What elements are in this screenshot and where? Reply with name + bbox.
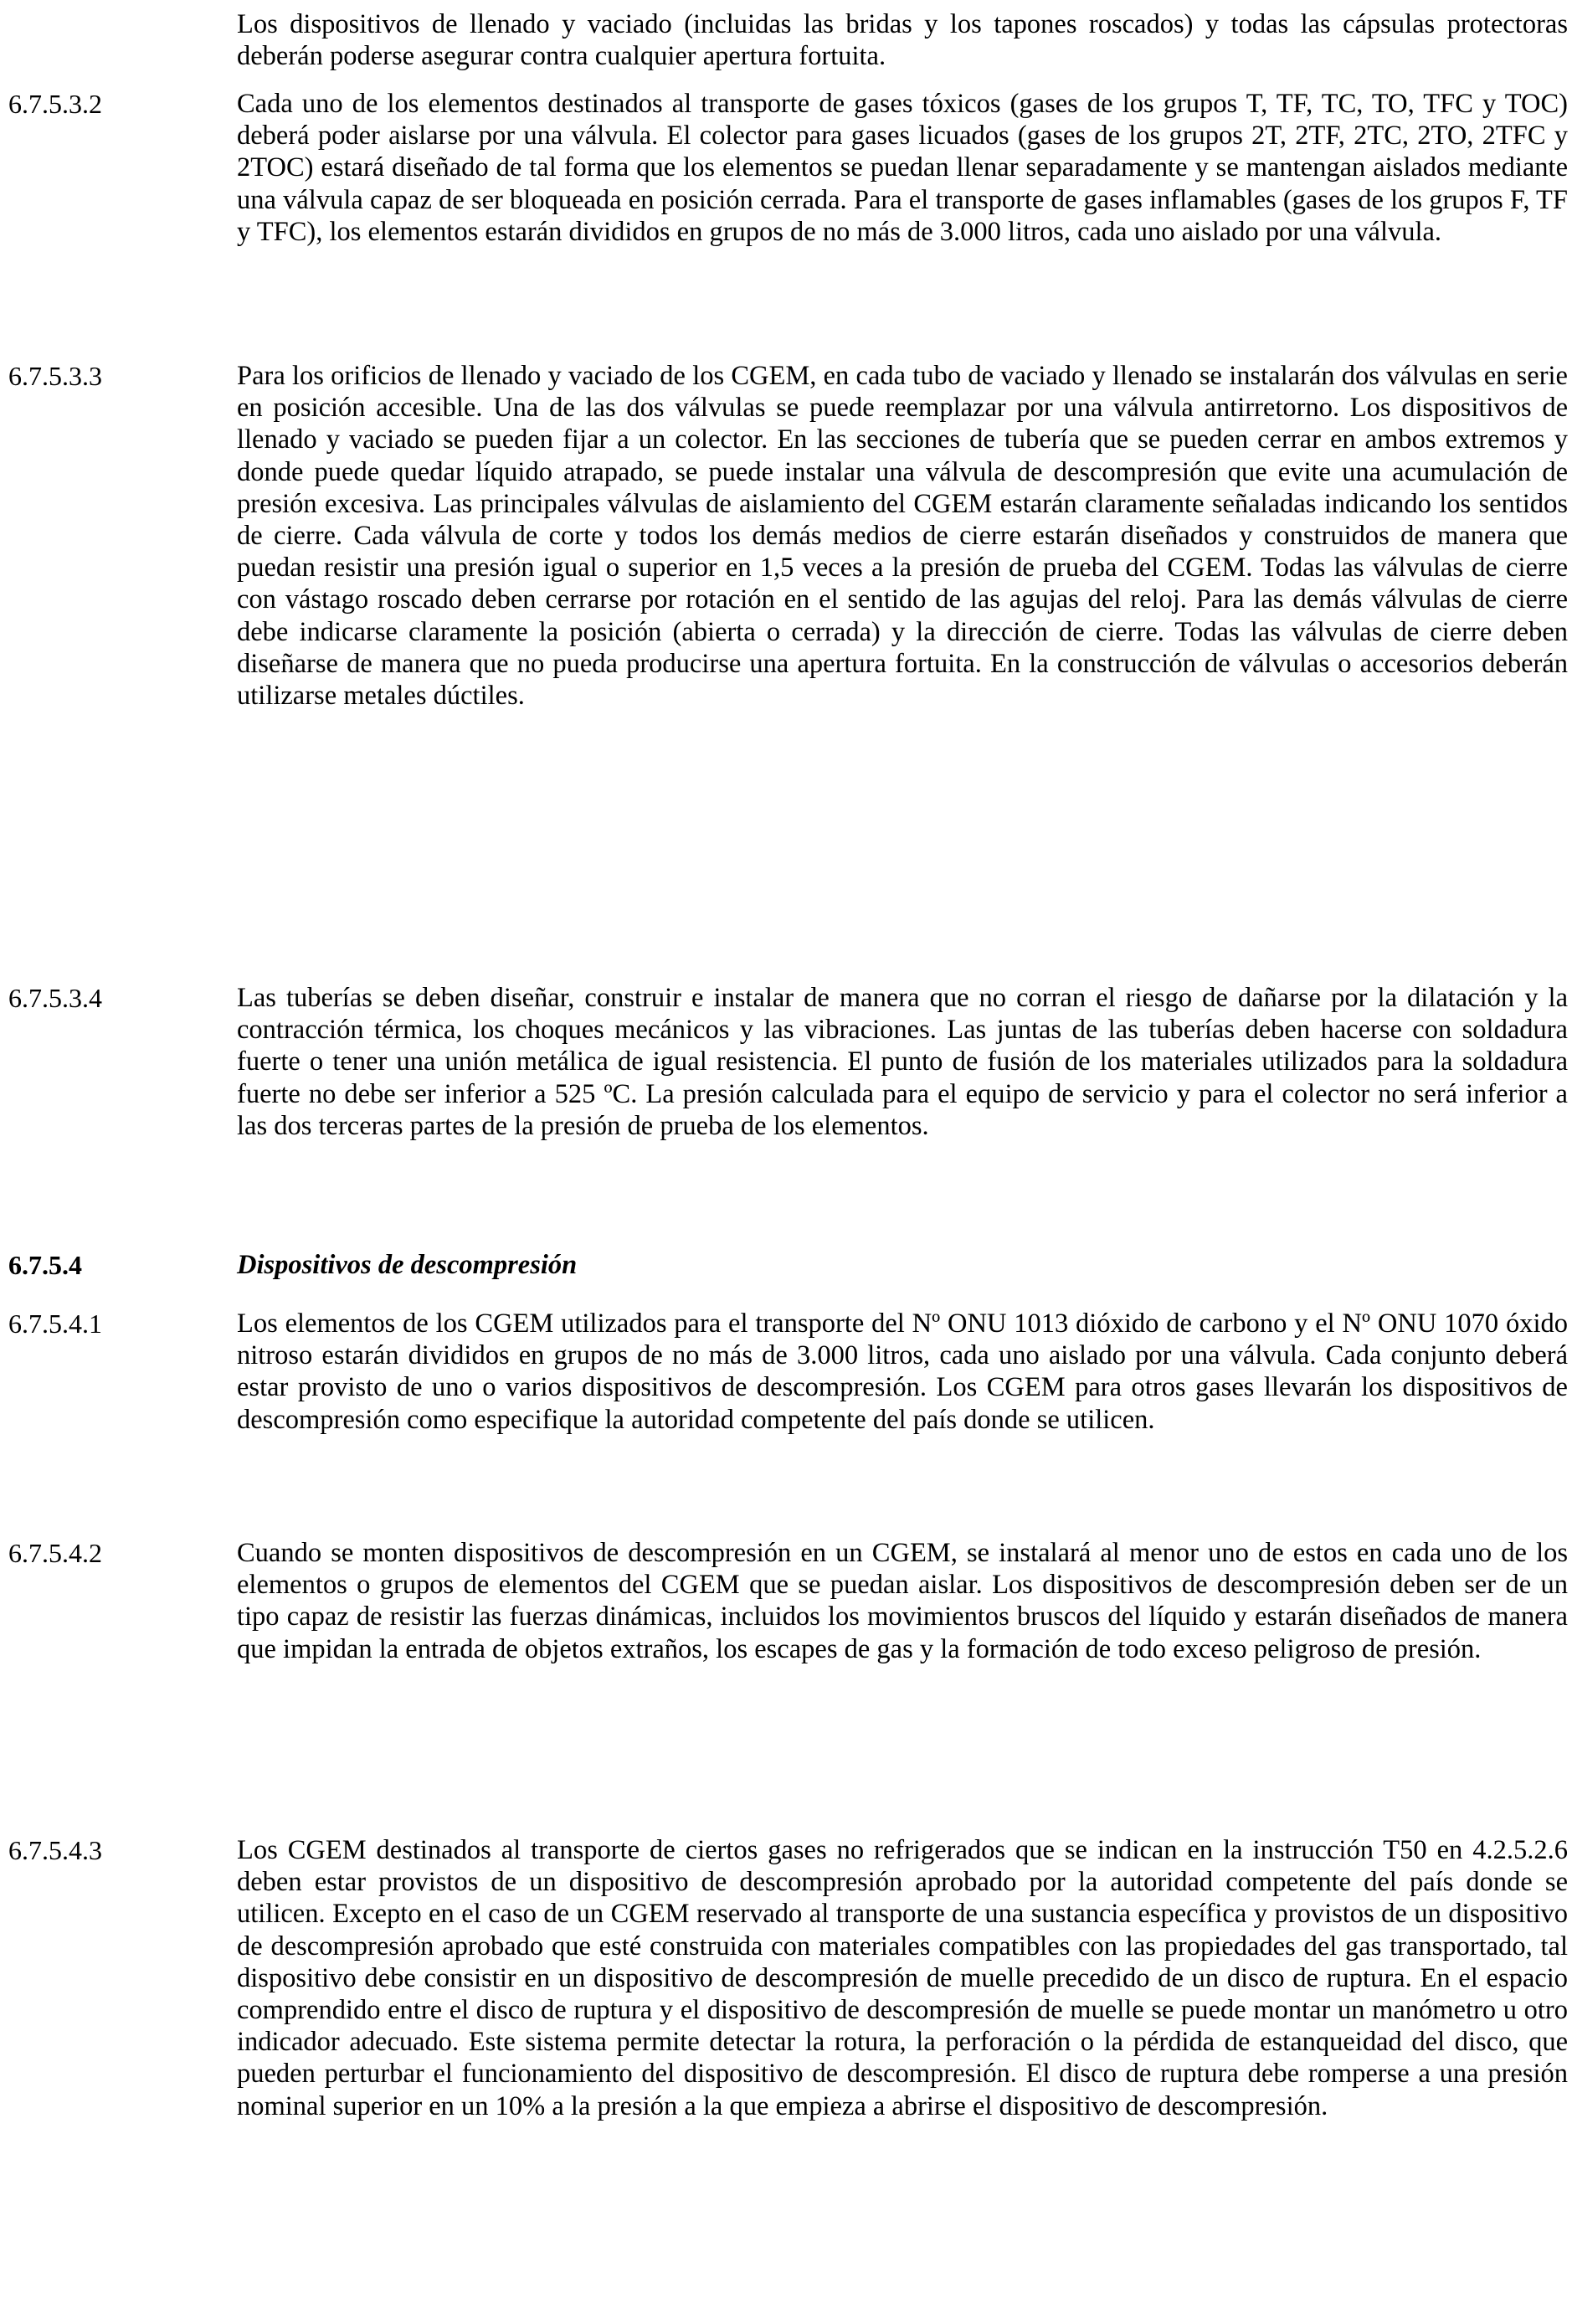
paragraph-text: Cada uno de los elementos destinados al transporte de gases tóxicos (gases de los grupos T, TF, TC, TO, TFC y TOC) deberá poder aislarse por una válvula. El colector para gases licuados (gases de los grupos 2T, 2TF, 2TC, 2TO, 2TFC y 2TOC) estará diseñado de tal forma que los elementos se puedan llenar separadamente y se mantengan aislados mediante una válvula capaz de ser bloqueada en posición cerrada. Para el transporte de gases inflamables (gases de los grupos F, TF y TFC), los elementos estarán divididos en grupos de no más de 3.000 litros, cada uno aislado por una válvula. xyxy=(237,89,1568,247)
paragraph-text: Los CGEM destinados al transporte de ciertos gases no refrigerados que se indican en la instrucción T50 en 4.2.5.2.6 deben estar provistos de un dispositivo de descompresión aprobado por la autoridad competente del país donde se utilicen. Excepto en el caso de un CGEM reservado al transporte de una sustancia específica y provistos de un dispositivo de descompresión aprobado que esté construida con materiales compatibles con las propiedades del gas transportado, tal dispositivo debe consistir en un dispositivo de descompresión de muelle precedido de un disco de ruptura. En el espacio comprendido entre el disco de ruptura y el dispositivo de descompresión de muelle se puede montar un manómetro u otro indicador adecuado. Este sistema permite detectar la rotura, la perforación o la pérdida de estanqueidad del disco, que pueden perturbar el funcionamiento del dispositivo de descompresión. El disco de ruptura debe romperse a una presión nominal superior en un 10% a la presión a la que empieza a abrirse el dispositivo de descompresión. xyxy=(237,1835,1568,2121)
paragraph-text: Cuando se monten dispositivos de descompresión en un CGEM, se instalará al menor uno de estos en cada uno de los elementos o grupos de elementos del CGEM que se puedan aislar. Los dispositivos de descompresión deben ser de un tipo capaz de resistir las fuerzas dinámicas, incluidos los movimientos bruscos del líquido y estarán diseñados de manera que impidan la entrada de objetos extraños, los escapes de gas y la formación de todo exceso peligroso de presión. xyxy=(237,1538,1568,1664)
paragraph-text: Los elementos de los CGEM utilizados para el transporte del Nº ONU 1013 dióxido de carbono y el Nº ONU 1070 óxido nitroso estarán divididos en grupos de no más de 3.000 litros, cada uno aislado por una válvula. Cada conjunto deberá estar provisto de uno o varios dispositivos de descompresión. Los CGEM para otros gases llevarán los dispositivos de descompresión como especifique la autoridad competente del país donde se utilicen. xyxy=(237,1309,1568,1435)
paragraph-number: 6.7.5.3.2 xyxy=(8,89,102,119)
paragraph-text: Para los orificios de llenado y vaciado de los CGEM, en cada tubo de vaciado y llenado se instalarán dos válvulas en serie en posición accesible. Una de las dos válvulas se puede reemplazar por una válvula antirretorno. Los dispositivos de llenado y vaciado se pueden fijar a un colector. En las secciones de tubería que se pueden cerrar en ambos extremos y donde puede quedar líquido atrapado, se puede instalar una válvula de descompresión que evite una acumulación de presión excesiva. Las principales válvulas de aislamiento del CGEM estarán claramente señaladas indicando los sentidos de cierre. Cada válvula de corte y todos los demás medios de cierre estarán diseñados y construidos de manera que puedan resistir una presión igual o superior en 1,5 veces a la presión de prueba del CGEM. Todas las válvulas de cierre con vástago roscado deben cerrarse por rotación en el sentido de las agujas del reloj. Para las demás válvulas de cierre debe indicarse claramente la posición (abierta o cerrada) y la dirección de cierre. Todas las válvulas de cierre deben diseñarse de manera que no pueda producirse una apertura fortuita. En la construcción de válvulas o accesorios deberán utilizarse metales dúctiles. xyxy=(237,361,1568,712)
section-heading-number: 6.7.5.4 xyxy=(8,1250,82,1280)
paragraph-number: 6.7.5.3.3 xyxy=(8,361,102,391)
paragraph-number: 6.7.5.3.4 xyxy=(8,983,102,1013)
paragraph-number: 6.7.5.4.2 xyxy=(8,1538,102,1568)
section-heading-title: Dispositivos de descompresión xyxy=(237,1250,578,1280)
paragraph-number: 6.7.5.4.1 xyxy=(8,1309,102,1339)
paragraph-number: 6.7.5.4.3 xyxy=(8,1835,102,1865)
paragraph-text: Las tuberías se deben diseñar, construir e instalar de manera que no corran el riesgo de dañarse por la dilatación y la contracción térmica, los choques mecánicos y las vibraciones. Las juntas de las tuberías deben hacerse con soldadura fuerte o tener una unión metálica de igual resistencia. El punto de fusión de los materiales utilizados para la soldadura fuerte no debe ser inferior a 525 ºC. La presión calculada para el equipo de servicio y para el colector no será inferior a las dos terceras partes de la presión de prueba de los elementos. xyxy=(237,983,1568,1141)
paragraph-text: Los dispositivos de llenado y vaciado (incluidas las bridas y los tapones roscados) y todas las cápsulas protectoras deberán poderse asegurar contra cualquier apertura fortuita. xyxy=(237,9,1568,72)
